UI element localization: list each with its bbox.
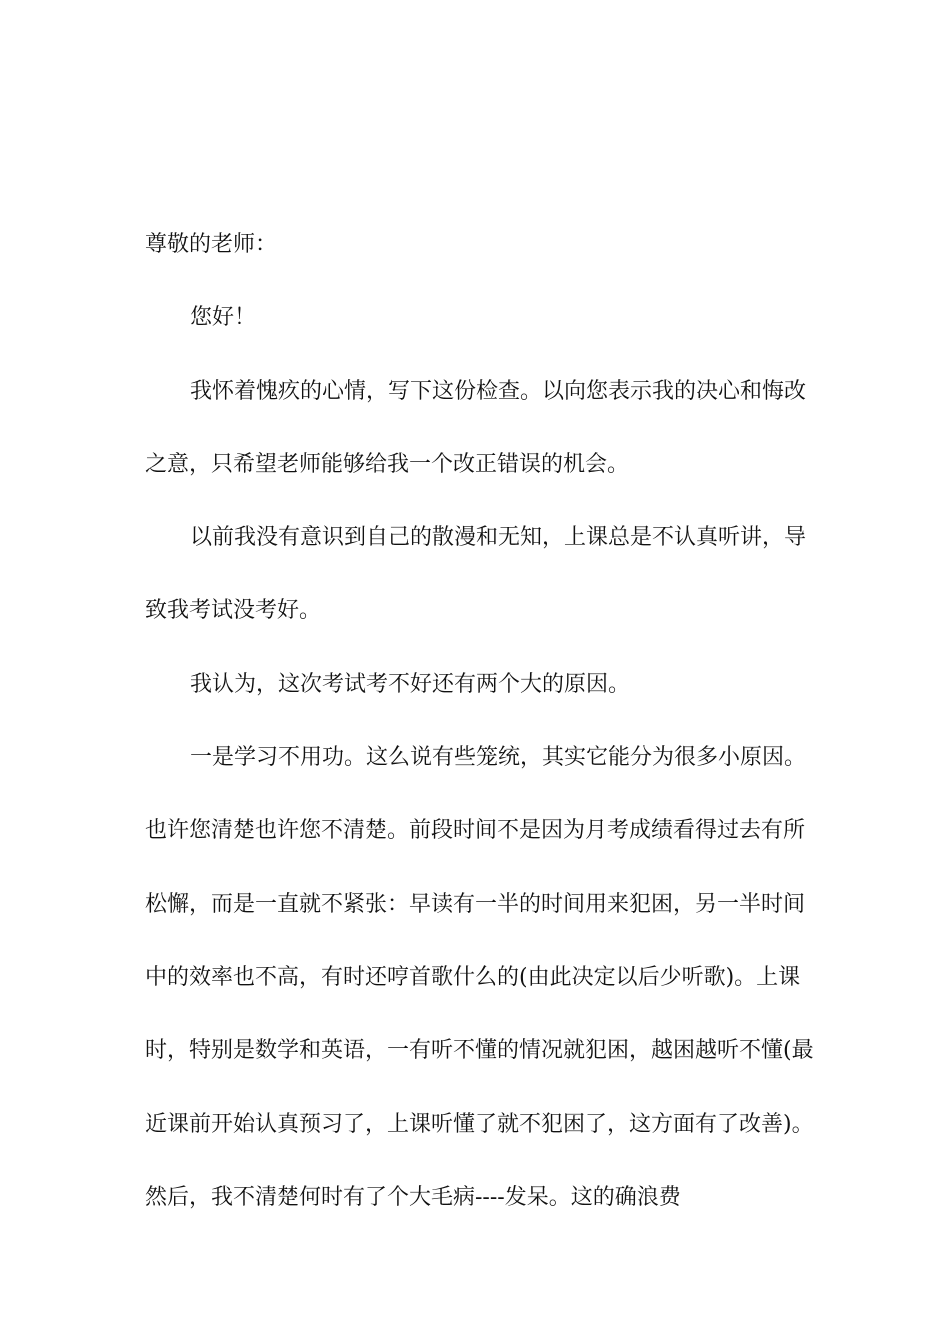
- paragraph-intro: 我怀着愧疚的心情，写下这份检查。以向您表示我的决心和悔改之意，只希望老师能够给我一个改正错误的机会。: [145, 378, 807, 477]
- paragraph-reasons: 我认为，这次考试考不好还有两个大的原因。: [190, 671, 631, 697]
- greeting: 您好！: [190, 305, 257, 331]
- paragraph-past-behavior: 以前我没有意识到自己的散漫和无知，上课总是不认真听讲，导致我考试没考好。: [145, 525, 807, 624]
- salutation: 尊敬的老师：: [145, 232, 278, 257]
- letter-body: [145, 208, 825, 1234]
- paragraph-reason-one: 一是学习不用功。这么说有些笼统，其实它能分为很多小原因。也许您清楚也许您不清楚。前段时间不是因为月考成绩看得过去有所松懈，而是一直就不紧张：早读有一半的时间用来犯困，另一半时间中的效率也不高，有时还哼首歌什么的(由此决定以后少听歌)。上课时，特别是数学和英语，一有听不懂的情况就犯困，越困越听不懂(最近课前开始认真预习了，上课听懂了就不犯困了，这方面有了改善)。然后，我不清楚何时有了个大毛病----发呆。这的确浪费: [145, 745, 814, 1210]
